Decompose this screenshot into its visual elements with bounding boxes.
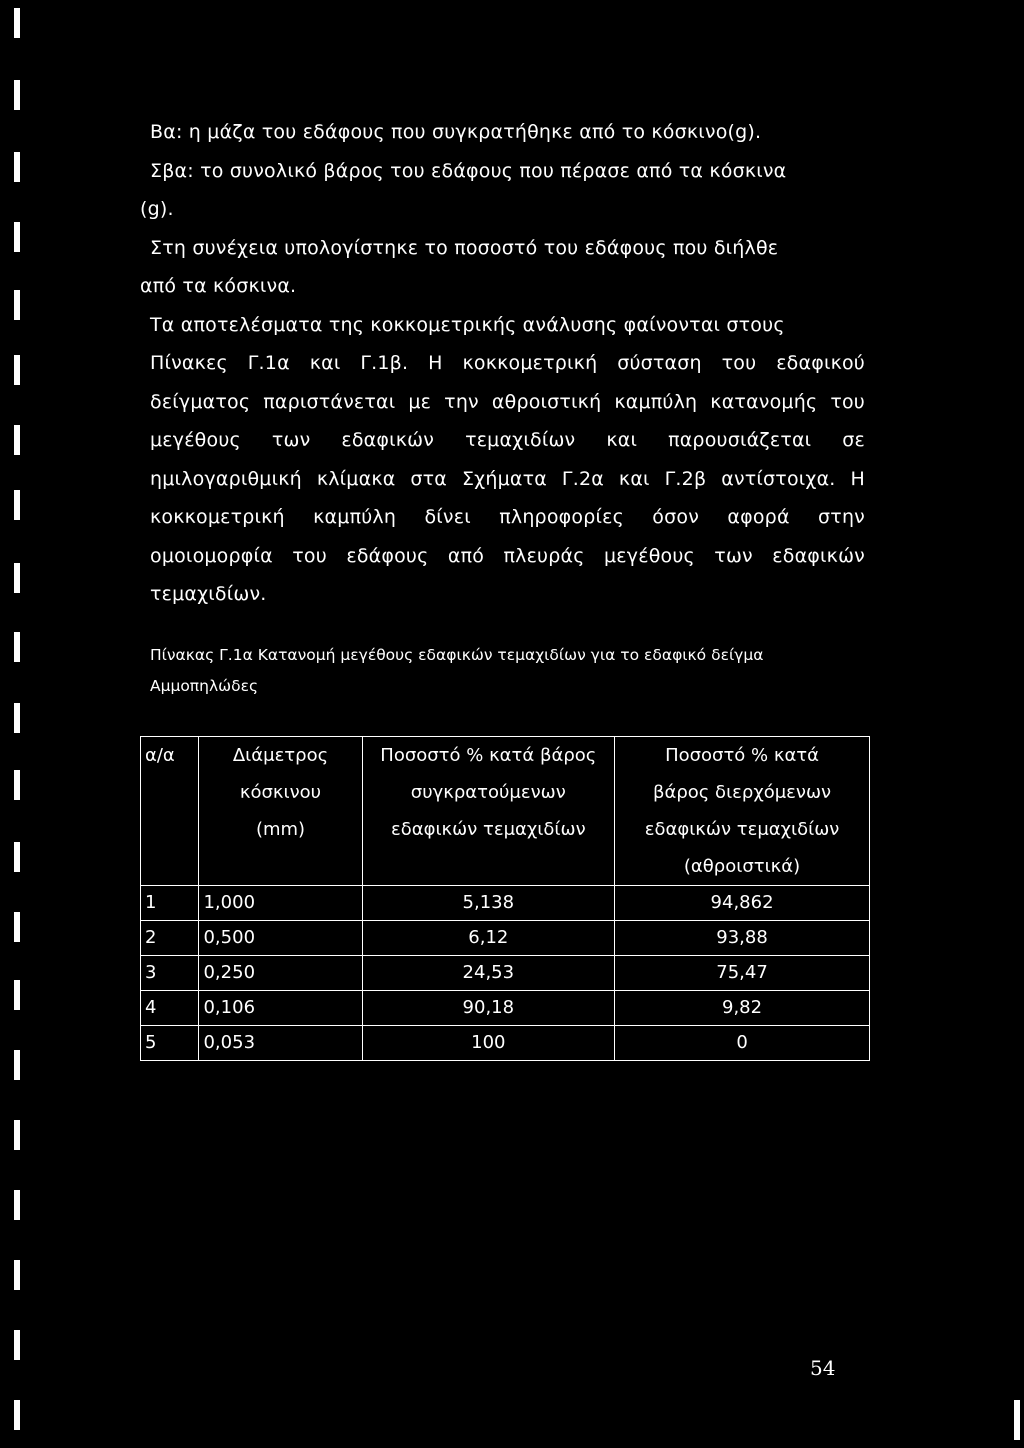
cell-index: 1 — [141, 886, 199, 921]
border-mark — [14, 1120, 20, 1150]
cell-index: 2 — [141, 921, 199, 956]
border-mark — [14, 355, 20, 385]
cell-diameter: 0,250 — [199, 956, 362, 991]
header-text: α/α — [145, 745, 175, 766]
cell-passing: 94,862 — [615, 886, 870, 921]
border-mark — [14, 842, 20, 872]
table-row — [141, 991, 870, 1026]
border-mark — [14, 632, 20, 662]
paragraph-line: από τα κόσκινα. — [140, 275, 297, 297]
grain-size-table — [140, 736, 870, 1061]
cell-retained: 100 — [362, 1026, 615, 1061]
header-text: Ποσοστό % κατά — [665, 745, 820, 766]
paragraph-line: (g). — [140, 198, 174, 220]
page-number: 54 — [810, 1356, 836, 1380]
table-row — [141, 886, 870, 921]
border-mark — [14, 425, 20, 455]
border-mark — [14, 770, 20, 800]
cell-passing: 0 — [615, 1026, 870, 1061]
border-mark — [14, 1260, 20, 1290]
paragraph-line: Πίνακες Γ.1α και Γ.1β. Η κοκκομετρική σύσταση του εδαφικού — [150, 352, 865, 374]
table-row — [141, 956, 870, 991]
border-mark — [14, 1190, 20, 1220]
header-text: Ποσοστό % κατά βάρος — [380, 745, 597, 766]
header-text: εδαφικών τεμαχιδίων — [644, 819, 840, 840]
paragraph-line: Σβα: το συνολικό βάρος του εδάφους που πέρασε από τα κόσκινα — [150, 159, 787, 182]
paragraph-line: ημιλογαριθμική κλίμακα στα Σχήματα Γ.2α και Γ.2β αντίστοιχα. Η — [150, 467, 865, 490]
border-mark — [14, 80, 20, 110]
table-row — [141, 921, 870, 956]
header-text: εδαφικών τεμαχιδίων — [390, 819, 586, 840]
caption-line: Πίνακας Γ.1α Κατανομή μεγέθους εδαφικών τεμαχιδίων για το εδαφικό δείγμα — [150, 646, 764, 664]
border-mark — [14, 8, 20, 38]
cell-diameter: 0,106 — [199, 991, 362, 1026]
header-cell-aa — [141, 737, 199, 886]
border-mark — [14, 980, 20, 1010]
header-cell-retained — [362, 737, 615, 886]
header-text: Διάμετρος — [232, 745, 329, 766]
cell-retained: 24,53 — [362, 956, 615, 991]
caption-line: Αμμοπηλώδες — [150, 677, 259, 695]
border-mark — [14, 1400, 20, 1430]
cell-retained: 90,18 — [362, 991, 615, 1026]
cell-retained: 6,12 — [362, 921, 615, 956]
cell-index: 5 — [141, 1026, 199, 1061]
paragraph-line: Στη συνέχεια υπολογίστηκε το ποσοστό του εδάφους που διήλθε — [150, 236, 779, 259]
border-mark — [14, 222, 20, 252]
table-header-row — [141, 737, 870, 886]
header-cell-passing — [615, 737, 870, 886]
border-mark — [14, 290, 20, 320]
cell-diameter: 0,500 — [199, 921, 362, 956]
cell-retained: 5,138 — [362, 886, 615, 921]
cell-index: 4 — [141, 991, 199, 1026]
border-mark — [14, 152, 20, 182]
border-mark — [14, 1330, 20, 1360]
border-mark — [14, 563, 20, 593]
header-text: βάρος διερχόμενων — [652, 782, 832, 803]
paragraph-line: δείγματος παριστάνεται με την αθροιστική καμπύλη κατανομής του — [150, 390, 865, 413]
border-mark — [14, 490, 20, 520]
cell-diameter: 0,053 — [199, 1026, 362, 1061]
header-text: κόσκινου — [239, 782, 322, 803]
cell-passing: 9,82 — [615, 991, 870, 1026]
cell-diameter: 1,000 — [199, 886, 362, 921]
border-mark — [14, 912, 20, 942]
film-border-marks — [0, 0, 60, 1448]
header-text: (αθροιστικά) — [683, 856, 801, 877]
paragraph-line: ομοιομορφία του εδάφους από πλευράς μεγέθους των εδαφικών — [150, 544, 865, 567]
border-mark-right — [1014, 1400, 1020, 1440]
cell-index: 3 — [141, 956, 199, 991]
paragraph-line: μεγέθους των εδαφικών τεμαχιδίων και παρουσιάζεται σε — [150, 429, 865, 451]
header-text: συγκρατούμενων — [410, 782, 566, 803]
cell-passing: 93,88 — [615, 921, 870, 956]
paragraph-line: Βα: η μάζα του εδάφους που συγκρατήθηκε από το κόσκινο(g). — [150, 121, 762, 143]
border-mark — [14, 703, 20, 733]
border-mark — [14, 1050, 20, 1080]
header-text: (mm) — [255, 819, 306, 840]
table-row — [141, 1026, 870, 1061]
paragraph-line: τεμαχιδίων. — [150, 583, 267, 605]
body-paragraph — [140, 113, 865, 614]
paragraph-line: Τα αποτελέσματα της κοκκομετρικής ανάλυσης φαίνονται στους — [150, 313, 785, 336]
paragraph-line: κοκκομετρική καμπύλη δίνει πληροφορίες όσον αφορά στην — [150, 506, 865, 528]
cell-passing: 75,47 — [615, 956, 870, 991]
header-cell-diameter — [199, 737, 362, 886]
table-caption — [150, 640, 880, 702]
